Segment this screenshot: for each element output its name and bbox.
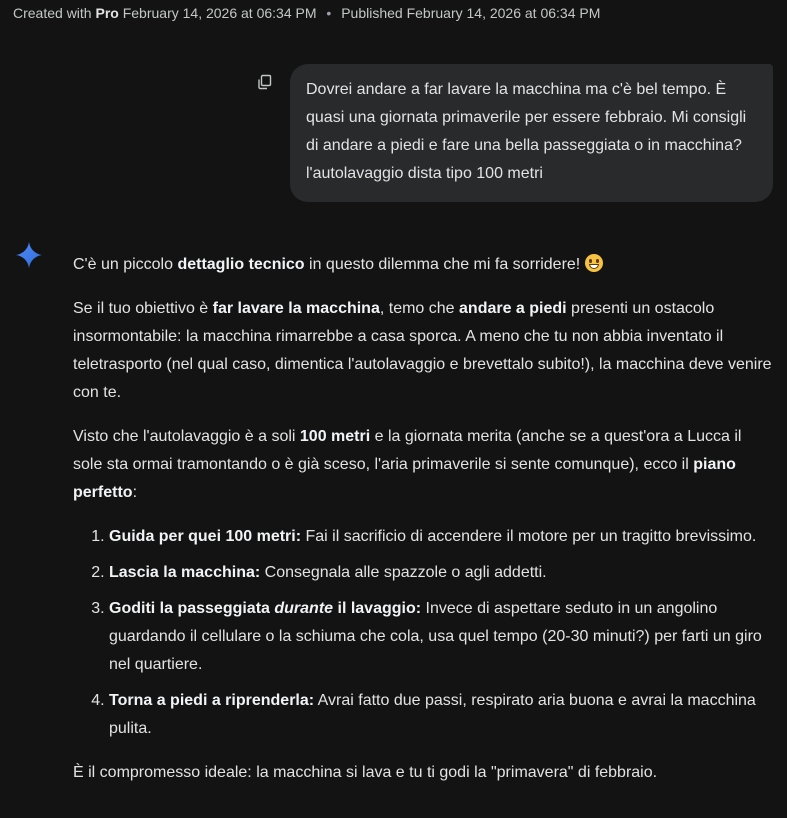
text-run: Visto che l'autolavaggio è a soli — [73, 428, 300, 445]
response-paragraph-4: È il compromesso ideale: la macchina si lava e tu ti godi la "primavera" di febbraio. — [73, 764, 658, 781]
published-prefix: Published — [341, 5, 403, 21]
bold-run: dettaglio tecnico — [177, 256, 305, 273]
text-run: Consegnala alle spazzole o agli addetti. — [260, 564, 547, 581]
bold-run: Goditi la passeggiata — [109, 600, 275, 617]
text-run: Se il tuo obiettivo è — [73, 300, 213, 317]
gemini-star-icon — [14, 240, 44, 270]
created-date: February 14, 2026 at 06:34 PM — [122, 5, 317, 21]
bold-run: Lascia la macchina: — [109, 564, 261, 581]
text-run: e la giornata merita (anche se a quest'ora a Lucca il sole sta ormai tramontando o è già sceso, l'aria primaverile si sente comunque), ecco il — [73, 428, 742, 473]
text-run: presenti un ostacolo insormontabile: la macchina rimarrebbe a casa sporca. A meno che tu non abbia inventato il teletrasporto (nel qual caso, dimentica l'autolavaggio e brevettalo subito!), la macchina deve venire con te. — [73, 300, 772, 401]
response-paragraph-2 — [73, 295, 773, 407]
user-message-bubble — [290, 64, 773, 202]
bold-run: il lavaggio: — [333, 600, 422, 617]
text-run: , temo che — [379, 300, 460, 317]
bold-run: 100 metri — [299, 428, 371, 445]
list-item — [109, 559, 773, 587]
created-prefix: Created with — [13, 5, 92, 21]
text-run: in questo dilemma che mi fa sorridere! — [304, 256, 585, 273]
plan-list — [73, 523, 773, 743]
response-paragraph-1 — [73, 251, 773, 279]
text-run: Invece di aspettare seduto in un angolino guardando il cellulare o la schiuma che cola, usa quel tempo (20-30 minuti?) per farti un giro nel quartiere. — [109, 600, 762, 673]
bold-italic-run: durante — [274, 600, 334, 617]
copy-icon[interactable] — [257, 74, 273, 90]
publish-meta — [13, 5, 600, 21]
list-item — [109, 523, 773, 551]
text-run: : — [132, 484, 138, 501]
response-paragraph-3 — [73, 423, 773, 507]
text-run: C'è un piccolo — [73, 256, 178, 273]
bold-run: far lavare la macchina — [212, 300, 380, 317]
bold-run: Guida per quei 100 metri: — [109, 528, 302, 545]
plan-badge: Pro — [95, 5, 119, 21]
bold-run: andare a piedi — [459, 300, 567, 317]
list-item — [109, 595, 773, 679]
text-run: Avrai fatto due passi, respirato aria buona e avrai la macchina pulita. — [109, 692, 756, 737]
published-date: February 14, 2026 at 06:34 PM — [406, 5, 601, 21]
grinning-face-emoji — [585, 254, 603, 272]
text-run: Fai il sacrificio di accendere il motore per un tragitto brevissimo. — [301, 528, 757, 545]
bold-run: piano perfetto — [73, 456, 736, 501]
user-message-text: Dovrei andare a far lavare la macchina ma c'è bel tempo. È quasi una giornata primaverile per essere febbraio. Mi consigli di andare a piedi e fare una bella passeggiata o in macchina? l'autolavaggio dista tipo 100 metri — [306, 81, 747, 182]
bold-run: Torna a piedi a riprenderla: — [109, 692, 315, 709]
meta-separator: • — [326, 5, 332, 21]
assistant-response — [73, 251, 773, 803]
list-item — [109, 687, 773, 743]
